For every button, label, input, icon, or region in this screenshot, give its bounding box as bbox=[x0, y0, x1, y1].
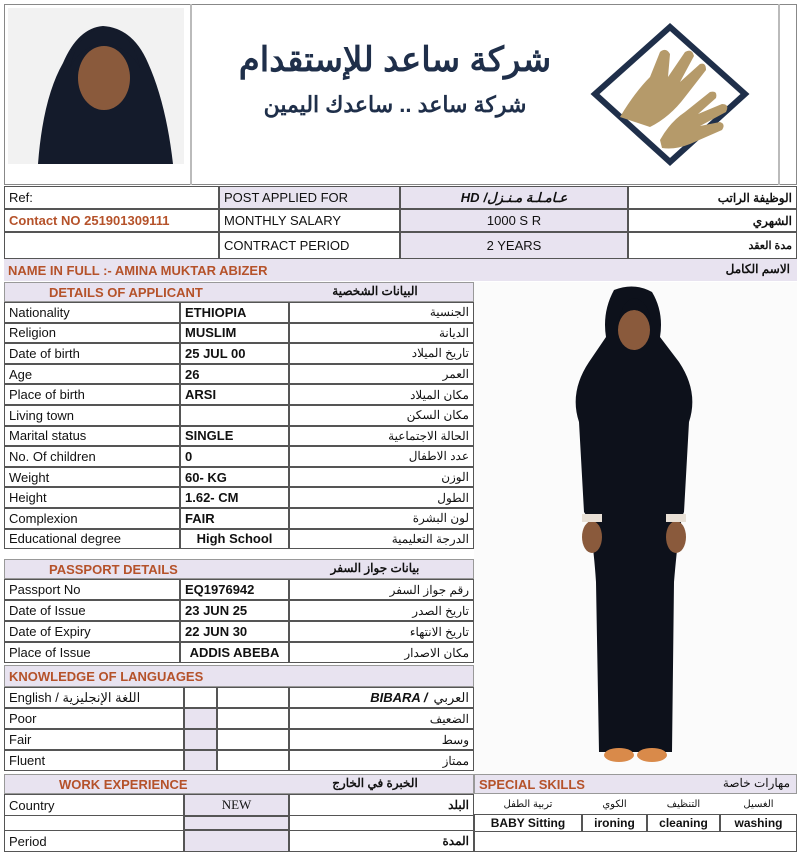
skill-blank bbox=[474, 832, 797, 852]
salary-value: 1000 S R bbox=[400, 209, 628, 232]
header-right-border bbox=[778, 4, 780, 185]
work-title-en: WORK EXPERIENCE bbox=[59, 776, 188, 792]
detail-value: ETHIOPIA bbox=[180, 302, 289, 323]
lang-cell-e1 bbox=[184, 687, 217, 708]
language-level-box bbox=[217, 750, 289, 771]
detail-value: ARSI bbox=[180, 384, 289, 405]
detail-label: Date of birth bbox=[4, 343, 180, 364]
full-name: NAME IN FULL :- AMINA MUKTAR ABIZER bbox=[4, 259, 797, 281]
skill-item: cleaning bbox=[647, 814, 720, 832]
contract-label-ar: مدة العقد bbox=[628, 232, 797, 259]
detail-label: Place of birth bbox=[4, 384, 180, 405]
passport-label: Date of Expiry bbox=[4, 621, 180, 642]
detail-label-ar: الدرجة التعليمية bbox=[289, 529, 474, 550]
details-title-en: DETAILS OF APPLICANT bbox=[49, 284, 203, 300]
detail-value: High School bbox=[180, 529, 289, 550]
post-value bbox=[400, 186, 628, 209]
work-period-label: Period bbox=[4, 830, 184, 852]
lang-arabic-value: BIBARA / bbox=[370, 690, 428, 705]
detail-label-ar: الجنسية bbox=[289, 302, 474, 323]
skill-item: washing bbox=[720, 814, 797, 832]
detail-label: Height bbox=[4, 487, 180, 508]
lang-cell-e2 bbox=[217, 687, 289, 708]
detail-label: Educational degree bbox=[4, 529, 180, 550]
detail-value: 26 bbox=[180, 364, 289, 385]
detail-label: Weight bbox=[4, 467, 180, 488]
detail-label: Nationality bbox=[4, 302, 180, 323]
passport-label-ar: تاريخ الصدر bbox=[289, 600, 474, 621]
lang-english: English / اللغة الإنجليزية bbox=[4, 687, 184, 708]
language-level-label-ar: وسط bbox=[289, 729, 474, 750]
header-divider bbox=[190, 4, 192, 185]
detail-label: Age bbox=[4, 364, 180, 385]
language-level-label: Fluent bbox=[4, 750, 184, 771]
company-slogan: شركة ساعد .. ساعدك اليمين bbox=[263, 92, 527, 117]
detail-label: Religion bbox=[4, 323, 180, 344]
detail-value: FAIR bbox=[180, 508, 289, 529]
contract-label: CONTRACT PERIOD bbox=[219, 232, 400, 259]
contact-number: Contact NO 251901309111 bbox=[4, 209, 219, 232]
language-level-label: Fair bbox=[4, 729, 184, 750]
detail-label: Complexion bbox=[4, 508, 180, 529]
passport-title-en: PASSPORT DETAILS bbox=[49, 561, 178, 577]
detail-label-ar: مكان الميلاد bbox=[289, 384, 474, 405]
work-period-ar: المدة bbox=[289, 830, 474, 852]
detail-label-ar: الديانة bbox=[289, 323, 474, 344]
salary-label: MONTHLY SALARY bbox=[219, 209, 400, 232]
language-level-label-ar: ممتاز bbox=[289, 750, 474, 771]
detail-value: SINGLE bbox=[180, 426, 289, 447]
detail-value bbox=[180, 405, 289, 426]
work-country-label: Country bbox=[4, 794, 184, 816]
passport-label: Date of Issue bbox=[4, 600, 180, 621]
work-blank-3 bbox=[289, 816, 474, 830]
language-level-box bbox=[217, 708, 289, 729]
skill-item: ironing bbox=[582, 814, 647, 832]
skill-label-ar: الغسيل bbox=[743, 798, 774, 810]
work-period-value bbox=[184, 830, 289, 852]
language-level-box bbox=[184, 708, 217, 729]
detail-label-ar: الوزن bbox=[289, 467, 474, 488]
passport-value: EQ1976942 bbox=[180, 579, 289, 600]
detail-label-ar: عدد الاطفال bbox=[289, 446, 474, 467]
detail-value: 60- KG bbox=[180, 467, 289, 488]
work-country-ar: البلد bbox=[289, 794, 474, 816]
detail-label-ar: تاريخ الميلاد bbox=[289, 343, 474, 364]
passport-label-ar: تاريخ الانتهاء bbox=[289, 621, 474, 642]
detail-label: No. Of children bbox=[4, 446, 180, 467]
passport-label: Place of Issue bbox=[4, 642, 180, 663]
language-level-box bbox=[217, 729, 289, 750]
empty-top-cell bbox=[4, 232, 219, 259]
detail-label-ar: الطول bbox=[289, 487, 474, 508]
detail-label: Living town bbox=[4, 405, 180, 426]
detail-value: 25 JUL 00 bbox=[180, 343, 289, 364]
company-name: شركة ساعد للإستقدام bbox=[238, 41, 552, 79]
skill-label-ar: تربية الطفل bbox=[503, 798, 553, 810]
detail-label: Marital status bbox=[4, 426, 180, 447]
detail-value: 1.62- CM bbox=[180, 487, 289, 508]
post-value-en: HD bbox=[460, 190, 480, 205]
language-level-label: Poor bbox=[4, 708, 184, 729]
language-level-box bbox=[184, 750, 217, 771]
lang-arabic bbox=[289, 687, 474, 708]
lang-arabic-ar: العربي bbox=[433, 689, 469, 705]
post-value-ar: عـامـلـة مـنـزل/ bbox=[483, 189, 568, 205]
passport-label-ar: مكان الاصدار bbox=[289, 642, 474, 663]
passport-title-ar: بيانات جواز السفر bbox=[330, 561, 420, 575]
salary-label-ar: الشهري bbox=[628, 209, 797, 232]
detail-label-ar: الحالة الاجتماعية bbox=[289, 426, 474, 447]
ref-label: Ref: bbox=[4, 186, 219, 209]
detail-label-ar: العمر bbox=[289, 364, 474, 385]
contract-value: 2 YEARS bbox=[400, 232, 628, 259]
language-level-box bbox=[184, 729, 217, 750]
skill-item: BABY Sitting bbox=[474, 814, 582, 832]
post-label-ar: الوظيفة الراتب bbox=[628, 186, 797, 209]
detail-label-ar: مكان السكن bbox=[289, 405, 474, 426]
details-title-ar: البيانات الشخصية bbox=[332, 284, 418, 298]
work-blank-2 bbox=[184, 816, 289, 830]
detail-label-ar: لون البشرة bbox=[289, 508, 474, 529]
post-label: POST APPLIED FOR bbox=[219, 186, 400, 209]
skill-label-ar: الكوي bbox=[602, 798, 627, 810]
work-country-value: NEW bbox=[184, 794, 289, 816]
passport-value: 22 JUN 30 bbox=[180, 621, 289, 642]
passport-value: ADDIS ABEBA bbox=[180, 642, 289, 663]
passport-value: 23 JUN 25 bbox=[180, 600, 289, 621]
passport-label-ar: رقم جواز السفر bbox=[289, 579, 474, 600]
language-level-label-ar: الضعيف bbox=[289, 708, 474, 729]
skill-label-ar: التنظيف bbox=[666, 798, 701, 810]
work-title-ar: الخبرة في الخارج bbox=[332, 776, 418, 790]
company-logo bbox=[590, 22, 750, 167]
languages-title: KNOWLEDGE OF LANGUAGES bbox=[4, 665, 474, 687]
passport-photo bbox=[8, 8, 184, 164]
detail-value: 0 bbox=[180, 446, 289, 467]
detail-value: MUSLIM bbox=[180, 323, 289, 344]
full-body-photo bbox=[474, 282, 797, 776]
skills-title-en: SPECIAL SKILLS bbox=[479, 776, 585, 792]
passport-label: Passport No bbox=[4, 579, 180, 600]
full-name-ar: الاسم الكامل bbox=[725, 262, 790, 276]
work-blank-1 bbox=[4, 816, 184, 830]
skills-title-ar: مهارات خاصة bbox=[722, 776, 790, 790]
